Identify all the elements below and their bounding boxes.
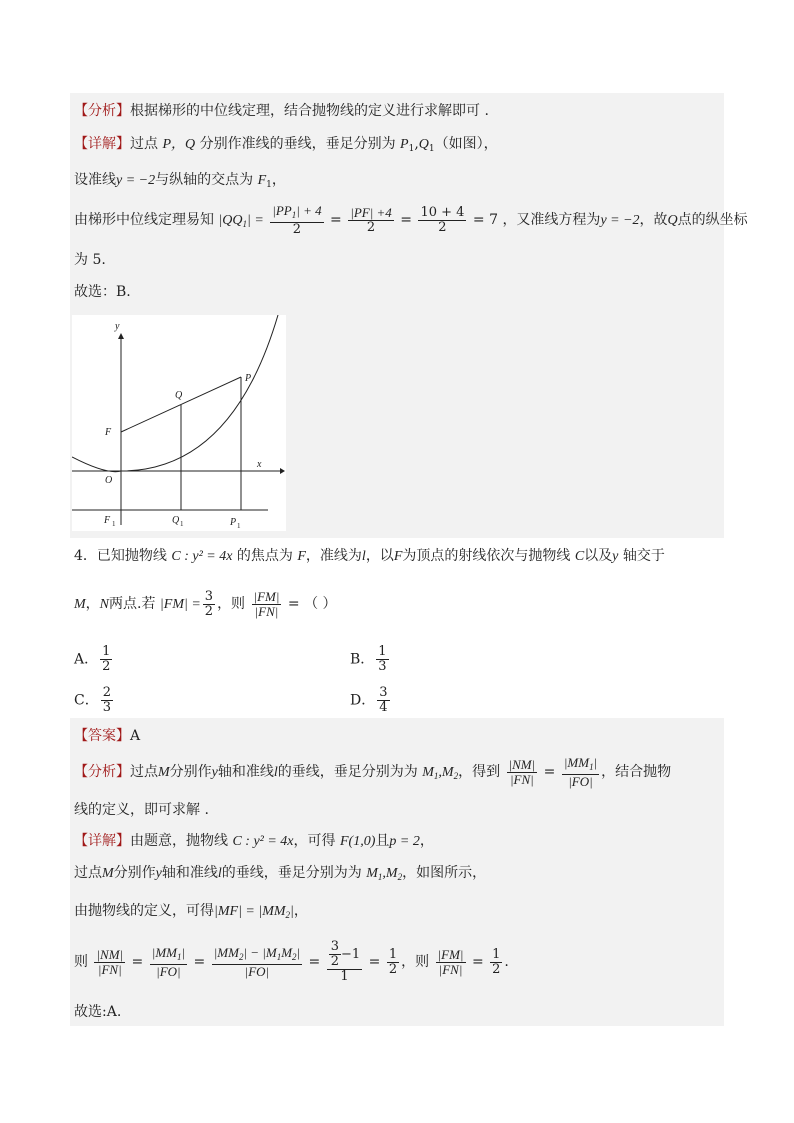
q3-analysis-line (74, 101, 489, 121)
text: 由抛物线的定义，可得 (74, 903, 214, 919)
text: 两点.若 (109, 596, 156, 612)
math-parabola: C : y² = 4x (171, 549, 233, 564)
sub: 1 (428, 144, 435, 154)
text: （如图）， (434, 136, 498, 152)
text: 过点 (130, 764, 158, 780)
fraction-1-2: $\frac{1}{2}$ (492, 946, 501, 977)
text: ，则 (217, 596, 246, 612)
text: 与纵轴的交点为 (155, 172, 254, 188)
math-directrix: y = −2 (116, 173, 156, 188)
math-M: M (158, 765, 170, 780)
q3-line3: 由梯形中位线定理易知 $|QQ_1|$ = $\frac{|PP_1| + 4}{2}$ = $\frac{|PF| +4}{2}$ = $\frac{10 + 4}{2}$ = 7 ，又准线方程为y = −2，故Q点的纵坐标 (74, 202, 748, 237)
text: 设准线 (74, 172, 116, 188)
text: 过点 (130, 136, 158, 152)
math-y: y (211, 765, 218, 780)
text: ，得到 (458, 764, 501, 780)
option-label: C． (74, 692, 99, 709)
option-label: D． (350, 692, 376, 709)
q4-detail-line1 (74, 831, 434, 852)
q4-analysis-line: 【分析】过点M分别作y轴和准线l的垂线，垂足分别为为 $M_1,M_2$，得到 $\frac{|NM|}{|FN|}$ = $\frac{|MM_1|}{|FO|}$ ，结合抛物 (74, 754, 672, 789)
q3-detail-line: 【详解】过点 P，Q 分别作准线的垂线，垂足分别为 $P_1,Q_1$（如图）， (74, 136, 498, 154)
text: ，准线为 (305, 548, 362, 564)
q3-solution-block (70, 93, 724, 305)
label-O: O (105, 475, 113, 486)
text: 点的纵坐标 (677, 212, 748, 228)
q4-stem-line1 (74, 546, 665, 567)
math-directrix: y = −2 (600, 213, 640, 228)
q3-line4: 为 5. (74, 252, 106, 268)
q3-line2 (74, 170, 286, 195)
text: 分别作 (113, 865, 156, 881)
math-y: y (612, 549, 619, 564)
q4-detail-line4: 则 $\frac{|NM|}{|FN|}$ = $\frac{|MM_1|}{|FO|}$ = $\frac{|MM_2| - |M_1M_2|}{|FO|}$ = $\frac{3}{2}$ −1 1 = $\frac{1}{2}$ ，则 $\frac{|FM|}{|FN|}$ = $\frac{1}{2}$ . (74, 939, 509, 984)
fraction-MM1-FO: $\frac{|MM_1|}{|FO|}$ (563, 754, 598, 789)
formula-QQ1: $|QQ_1|$ = (218, 213, 264, 229)
label-y: y (115, 321, 120, 332)
math-parabola: C : y² = 4x (232, 834, 294, 849)
text: 且 (375, 833, 390, 849)
option-label: B． (350, 651, 375, 668)
label-P: P (245, 373, 252, 384)
formula-FM: |FM| = (159, 597, 201, 612)
fraction-1: $\frac{|PP_1| + 4}{2}$ (272, 202, 322, 237)
option-value: $\frac{1}{3}$ (378, 644, 387, 674)
text: ， (419, 833, 434, 849)
text: ，则 (401, 954, 430, 970)
analysis-tag: 【分析】 (74, 764, 130, 780)
text: 的垂线，垂足分别为为 (277, 764, 418, 780)
text: 轴和准线 (161, 865, 218, 881)
text: 分别作 (169, 764, 212, 780)
answer-tag: 【答案】 (74, 728, 130, 744)
option-value: $\frac{1}{2}$ (102, 644, 111, 674)
label-Q1-sub: 1 (180, 520, 184, 528)
math-M: M (74, 597, 86, 612)
text: ，故 (639, 212, 668, 228)
fraction-NM-FN: $\frac{|NM|}{|FN|}$ (508, 756, 536, 787)
q4-detail-line2 (74, 863, 486, 887)
analysis-text: 根据梯形的中位线定理，结合抛物线的定义进行求解即可 . (130, 103, 489, 119)
detail-tag: 【详解】 (74, 136, 130, 152)
math-F: F (297, 549, 306, 564)
text: 分别作准线的垂线，垂足分别为 (199, 136, 396, 152)
text: . (504, 954, 509, 970)
text: （ ） (304, 596, 337, 612)
math-F1: F (257, 173, 267, 188)
math-N: N (99, 597, 110, 612)
label-P1: P (230, 517, 237, 528)
fraction-MM2-M1M2-FO: $\frac{|MM_2| - |M_1M_2|}{|FO|}$ (213, 944, 301, 979)
text: ， (271, 172, 286, 188)
label-Q: Q (175, 390, 183, 401)
q4-analysis-line2: 线的定义，即可求解 . (74, 802, 209, 818)
option-value: $\frac{3}{4}$ (379, 685, 388, 715)
parabola-figure (72, 315, 286, 531)
fraction-FM-FN: $\frac{|FM|}{|FN|}$ (437, 946, 464, 977)
fraction-1-2: $\frac{1}{2}$ (388, 946, 398, 977)
math-l: l (273, 765, 278, 780)
text: 的垂线，垂足分别为为 (221, 865, 362, 881)
analysis-tag: 【分析】 (74, 103, 130, 119)
q4-stem-line2: M，N两点.若 |FM| = $\frac{3}{2}$ ，则 $\frac{|FM|}{|FN|}$ = （ ） (74, 588, 337, 619)
math-M1M2: $M_1,M_2$ (366, 866, 403, 882)
math-p: p = 2 (389, 834, 420, 849)
q4-detail-line3 (74, 901, 308, 925)
text: 轴和准线 (217, 764, 274, 780)
math-Q: Q (667, 213, 678, 228)
q3-choice: 故选：B. (74, 284, 131, 300)
fraction-FM-FN: $\frac{|FM|}{|FN|}$ (253, 588, 280, 619)
math-focus: F(1,0) (339, 834, 376, 849)
option-label: A． (74, 651, 99, 668)
math-C: C (574, 549, 585, 564)
option-b[interactable] (350, 645, 391, 674)
text: ，又准线方程为 (502, 212, 601, 228)
text: ，结合抛物 (601, 764, 672, 780)
option-d[interactable] (350, 686, 392, 715)
fraction-NM-FN: $\frac{|NM|}{|FN|}$ (96, 946, 124, 977)
math-M: M (102, 866, 114, 881)
text: ， (85, 596, 100, 612)
answer-value: A (130, 728, 141, 744)
math-points: P，Q (162, 137, 196, 152)
text: 以及 (584, 548, 613, 564)
math-F: F (393, 549, 403, 564)
text: 轴交于 (622, 548, 665, 564)
figure-svg (72, 315, 286, 531)
math-Q1: Q (418, 137, 429, 152)
sub: 1 (408, 144, 415, 154)
math-P1: P (400, 137, 409, 152)
detail-tag: 【详解】 (74, 833, 130, 849)
option-value: $\frac{2}{3}$ (102, 685, 111, 715)
text: ， (293, 903, 308, 919)
math-y: y (155, 866, 162, 881)
math-M1M2: $M_1,M_2$ (422, 765, 459, 781)
q4-answer-line (74, 726, 140, 746)
x-axis-arrow (280, 468, 285, 474)
label-F1: F (104, 515, 111, 526)
label-F1-sub: 1 (112, 520, 116, 528)
text: 则 (74, 954, 88, 970)
text: 已知抛物线 (96, 548, 167, 564)
label-x: x (257, 459, 262, 470)
label-P1-sub: 1 (237, 522, 241, 530)
text: ，可得 (293, 833, 336, 849)
formula-MF-MM2: $|MF| = |MM_2|$ (214, 904, 294, 920)
label-F: F (105, 427, 112, 438)
text: 由梯形中位线定理易知 (74, 212, 214, 228)
y-axis-arrow (118, 333, 124, 339)
math-l: l (361, 549, 366, 564)
fraction-2: $\frac{|PF| +4}{2}$ (350, 204, 392, 235)
math-l: l (217, 866, 222, 881)
text: 由题意，抛物线 (130, 833, 228, 849)
option-a[interactable] (74, 645, 114, 674)
fraction-nested: $\frac{3}{2}$ −1 1 (327, 940, 362, 984)
fraction-MM1-FO: $\frac{|MM_1|}{|FO|}$ (151, 944, 186, 979)
text: 为顶点的射线依次与抛物线 (402, 548, 571, 564)
fraction-3-2: $\frac{3}{2}$ (204, 588, 214, 619)
question-number: 4． (74, 548, 97, 564)
option-c[interactable] (74, 686, 115, 715)
label-Q1: Q (172, 515, 180, 526)
text: ，以 (365, 548, 394, 564)
text: 的焦点为 (236, 548, 293, 564)
sub: 1 (266, 180, 272, 190)
text: 过点 (74, 865, 102, 881)
text: ，如图所示， (402, 865, 487, 881)
q4-choice: 故选:A. (74, 1004, 122, 1020)
fraction-3: $\frac{10 + 4}{2}$ (420, 204, 465, 235)
